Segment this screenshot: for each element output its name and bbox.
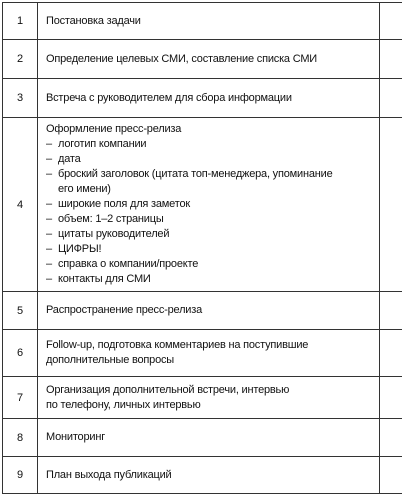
row-number: 3 [3,79,38,118]
row-text [38,457,380,494]
empty-cell [380,292,402,330]
row-text-line: Мониторинг [46,430,373,445]
bullet-text: дата [58,152,373,167]
row-number: 4 [3,118,38,292]
empty-cell [380,118,402,292]
empty-cell [380,40,402,79]
row-text-line: Follow-up, подготовка комментариев на поступившие [46,338,373,353]
row-text-line: Распространение пресс-релиза [46,303,373,318]
empty-cell [380,377,402,419]
dash-marker: – [46,242,58,257]
dash-marker: – [46,152,58,167]
row-number: 1 [3,3,38,40]
dash-marker: – [46,197,58,212]
bullet-text: цитаты руководителей [58,227,373,242]
row-number: 2 [3,40,38,79]
row-number: 9 [3,457,38,494]
bullet-text: ЦИФРЫ! [58,242,373,257]
table-row [3,419,402,457]
dash-marker: – [46,227,58,242]
dash-marker: – [46,272,58,287]
empty-cell [380,330,402,377]
row-number: 7 [3,377,38,419]
table-row [3,292,402,330]
row-text [38,40,380,79]
bullet-item [46,212,373,227]
bullet-text: его имени) [58,182,373,197]
row-number: 8 [3,419,38,457]
bullet-text: логотип компании [58,137,373,152]
bullet-text: широкие поля для заметок [58,197,373,212]
bullet-text: справка о компании/проекте [58,257,373,272]
row-text [38,377,380,419]
table-row [3,330,402,377]
row-text [38,79,380,118]
row-number: 6 [3,330,38,377]
table-row [3,118,402,292]
bullet-item [46,272,373,287]
table-row [3,79,402,118]
table-row [3,377,402,419]
bullet-text: броский заголовок (цитата топ-менеджера, упоминание [58,167,373,182]
dash-marker: – [46,212,58,227]
row-text [38,419,380,457]
row-text-line: дополнительные вопросы [46,353,373,368]
empty-cell [380,79,402,118]
dash-marker: – [46,257,58,272]
bullet-item [46,167,373,182]
row-text-line: Постановка задачи [46,14,373,29]
row-text [38,118,380,292]
bullet-text: контакты для СМИ [58,272,373,287]
bullet-text: объем: 1–2 страницы [58,212,373,227]
empty-cell [380,457,402,494]
bullet-item [46,227,373,242]
row-text [38,3,380,40]
dash-marker: – [46,137,58,152]
empty-cell [380,3,402,40]
row-text-line: План выхода публикаций [46,468,373,483]
bullet-item [46,257,373,272]
bullet-item [46,197,373,212]
row-text-line: Организация дополнительной встречи, интервью [46,383,373,398]
dash-marker: – [46,167,58,182]
bullet-item-continuation [46,182,373,197]
bullet-item [46,242,373,257]
row-text-line: Определение целевых СМИ, составление списка СМИ [46,52,373,67]
empty-cell [380,419,402,457]
row-text-line: Оформление пресс-релиза [46,122,373,137]
table-row [3,3,402,40]
bullet-item [46,152,373,167]
row-text-line: Встреча с руководителем для сбора информации [46,91,373,106]
row-number: 5 [3,292,38,330]
bullet-item [46,137,373,152]
row-text-line: по телефону, личных интервью [46,398,373,413]
row-text [38,330,380,377]
table-row [3,457,402,494]
table-row [3,40,402,79]
row-text [38,292,380,330]
plan-table [2,2,402,494]
